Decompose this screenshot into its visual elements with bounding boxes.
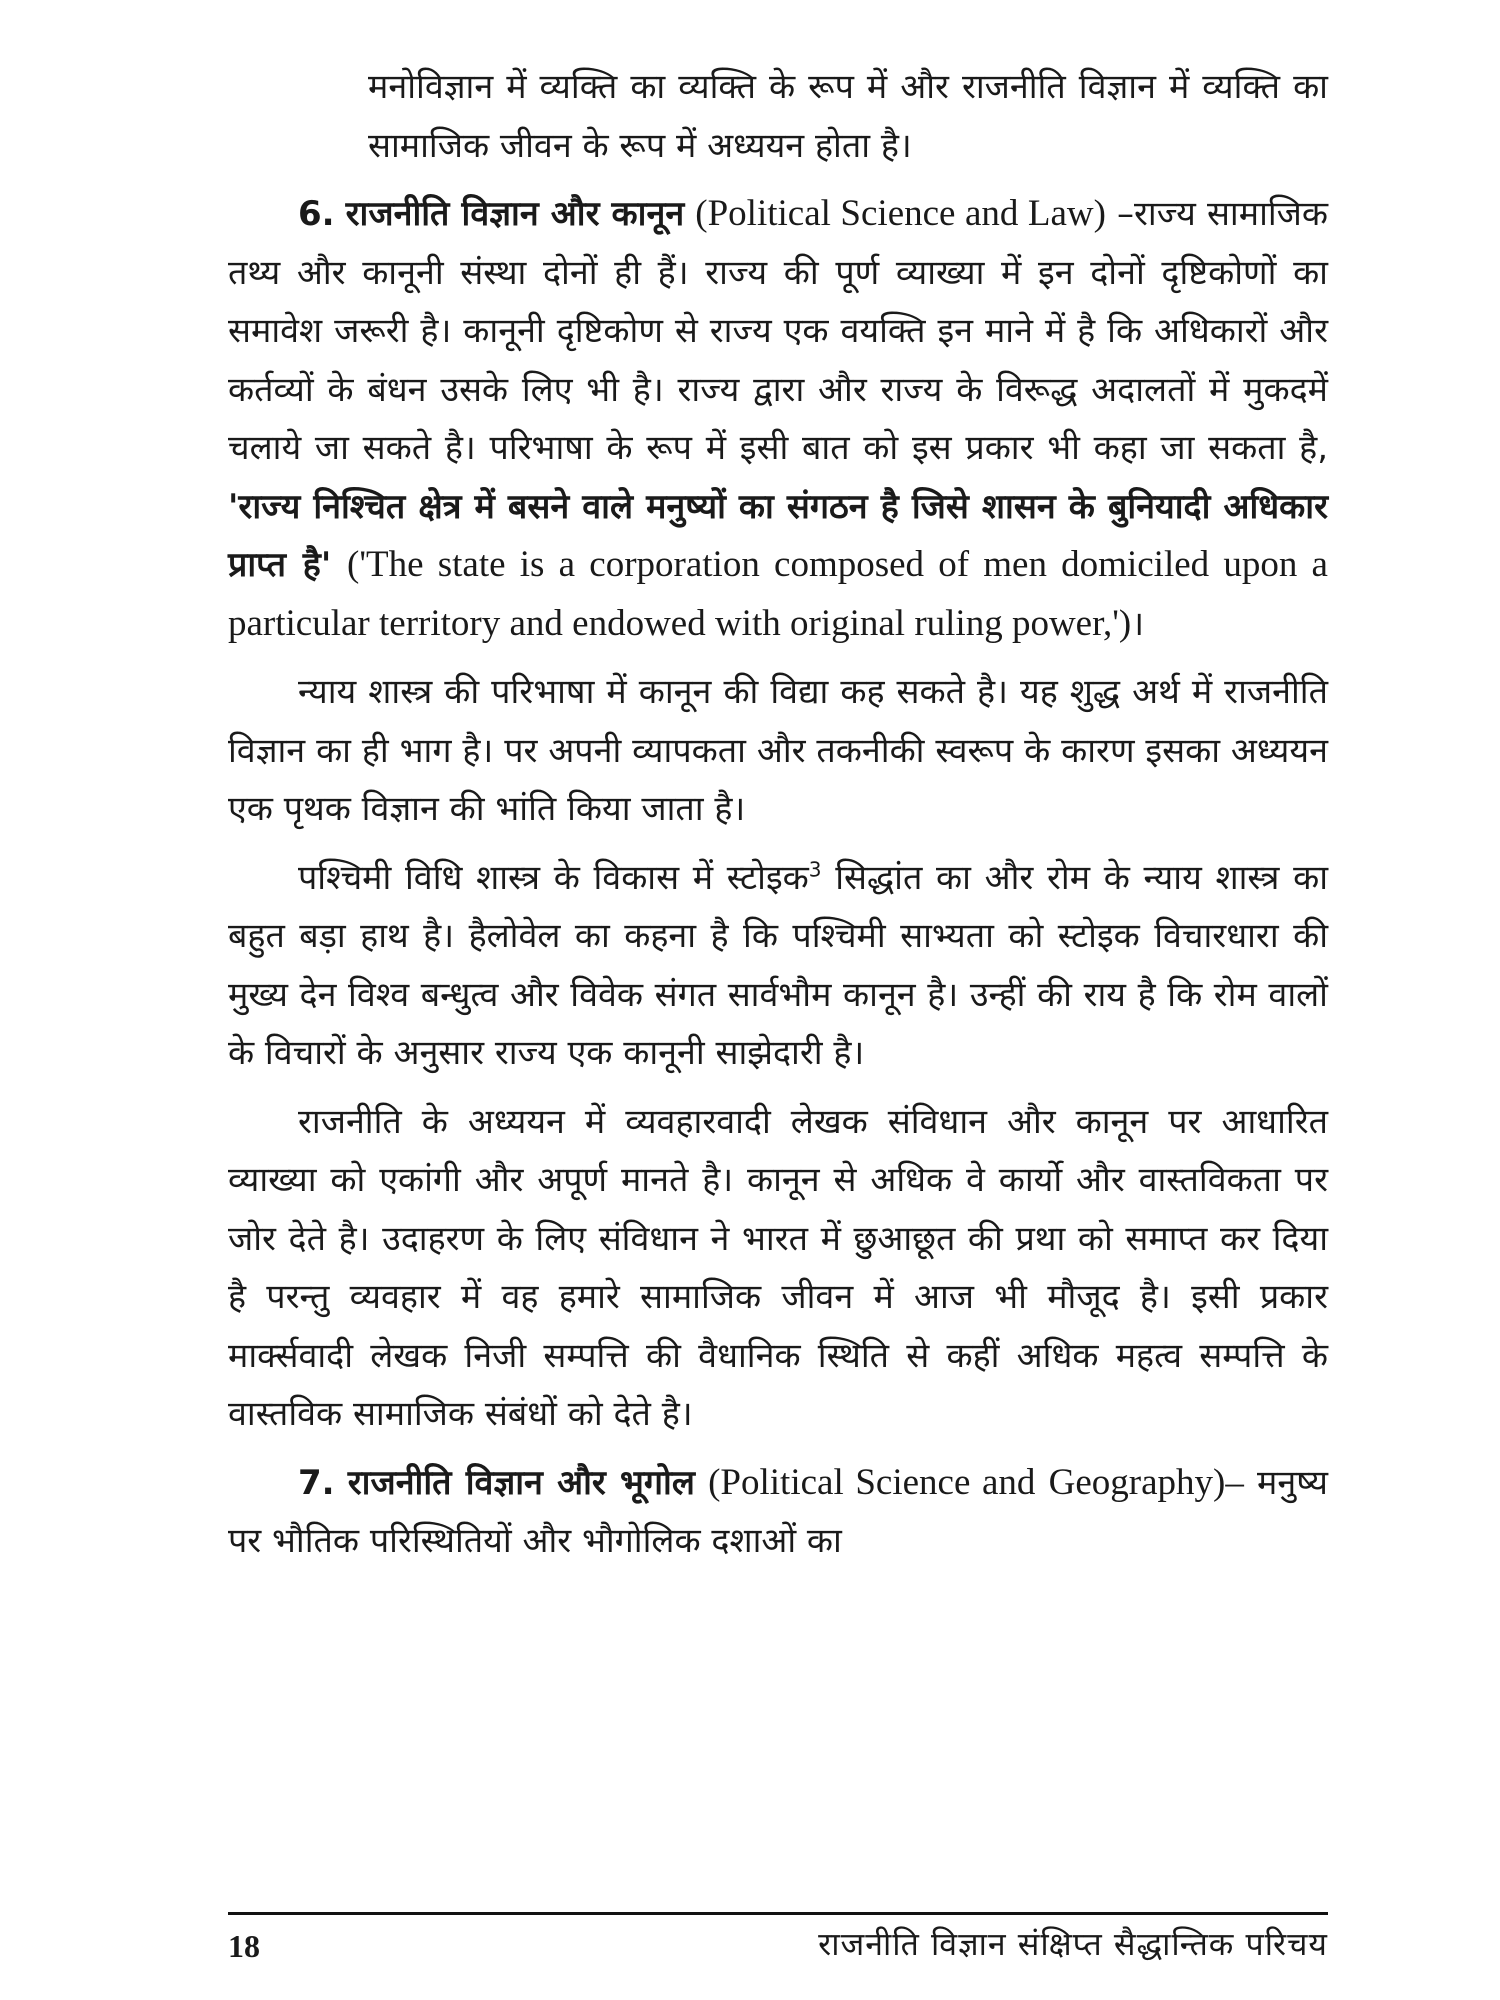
- section-6-number: 6.: [298, 194, 335, 234]
- paragraph-behavioralists-text: राजनीति के अध्ययन में व्यवहारवादी लेखक संविधान और कानून पर आधारित व्याख्या को एकांगी और अपूर्ण मानते है। कानून से अधिक वे कार्यो और वास्तविकता पर जोर देते है। उदाहरण के लिए संविधान ने भारत में छुआछूत की प्रथा को समाप्त कर दिया है परन्तु व्यवहार में वह हमारे सामाजिक जीवन में आज भी मौजूद है। इसी प्रकार मार्क्सवादी लेखक निजी सम्पत्ति की वैधानिक स्थिति से कहीं अधिक महत्व सम्पत्ति के वास्तविक सामाजिक संबंधों को देते है।: [228, 1101, 1328, 1434]
- section-7-body: मनुष्य पर भौतिक परिस्थितियों और भौगोलिक दशाओं का: [228, 1462, 1328, 1561]
- paragraph-nyay-shastra-text: न्याय शास्त्र की परिभाषा में कानून की विद्या कह सकते है। यह शुद्ध अर्थ में राजनीति विज्ञान का ही भाग है। पर अपनी व्यापकता और तकनीकी स्वरूप के कारण इसका अध्ययन एक पृथक विज्ञान की भांति किया जाता है।: [228, 672, 1328, 829]
- footnote-marker: 3: [808, 857, 822, 882]
- section-6-paragraph: [228, 185, 1328, 653]
- paragraph-nyay-shastra: [228, 663, 1328, 839]
- paragraph-behavioralists: [228, 1093, 1328, 1444]
- section-7-heading: राजनीति विज्ञान और भूगोल: [347, 1462, 695, 1503]
- section-7-english-heading-a: (Political Science and: [708, 1461, 1036, 1503]
- paragraph-western-text-b: सिद्धांत का और रोम के न्याय शास्त्र का बहुत बड़ा हाथ है। हैलोवेल का कहना है कि पश्चिमी साभ्यता को स्टोइक विचारधारा की मुख्य देन विश्व बन्धुत्व और विवेक संगत सार्वभौम कानून है। उन्हीं की राय है कि रोम वालों के विचारों के अनुसार राज्य एक कानूनी साझेदारी है।: [228, 857, 1328, 1073]
- section-6-heading: राजनीति विज्ञान और कानून: [345, 194, 685, 234]
- section-6-english-quote: ('The state is a corporation composed of men domiciled upon a particular territory and endowed with original ruling power,'): [228, 544, 1328, 644]
- page-number: 18: [228, 1928, 260, 1964]
- section-7-paragraph: [228, 1454, 1328, 1571]
- page-body: [228, 58, 1328, 1581]
- section-6-english-heading: (Political Science and Law): [695, 193, 1106, 234]
- footer-rule: [228, 1912, 1328, 1915]
- paragraph-western-jurisprudence: [228, 849, 1328, 1083]
- running-head: राजनीति विज्ञान संक्षिप्त सैद्धान्तिक परिचय: [818, 1925, 1328, 1963]
- section-6-end-mark: ।: [1131, 603, 1145, 644]
- paragraph-western-text-a: पश्चिमी विधि शास्त्र के विकास में स्टोइक: [298, 857, 809, 898]
- section-6-body: –राज्य सामाजिक तथ्य और कानूनी संस्था दोनों ही हैं। राज्य की पूर्ण व्याख्या में इन दोनों दृष्टिकोणों का समावेश जरूरी है। कानूनी दृष्टिकोण से राज्य एक वयक्ति इन माने में है कि अधिकारों और कर्तव्यों के बंधन उसके लिए भी है। राज्य द्वारा और राज्य के विरूद्ध अदालतों में मुकदमें चलाये जा सकते है। परिभाषा के रूप में इसी बात को इस प्रकार भी कहा जा सकता है,: [228, 194, 1329, 468]
- section-7-number: 7.: [298, 1462, 335, 1503]
- intro-paragraph: [368, 58, 1328, 175]
- intro-text: मनोविज्ञान में व्यक्ति का व्यक्ति के रूप में और राजनीति विज्ञान में व्यक्ति का सामाजिक जीवन के रूप में अध्ययन होता है।: [368, 67, 1328, 166]
- section-7-english-heading-b: Geography)–: [1048, 1461, 1244, 1503]
- section-6-definition-quote: 'राज्य निश्चित क्षेत्र में बसने वाले मनुष्यों का संगठन है जिसे शासन के बुनियादी अधिकार प्राप्त है': [228, 486, 1328, 585]
